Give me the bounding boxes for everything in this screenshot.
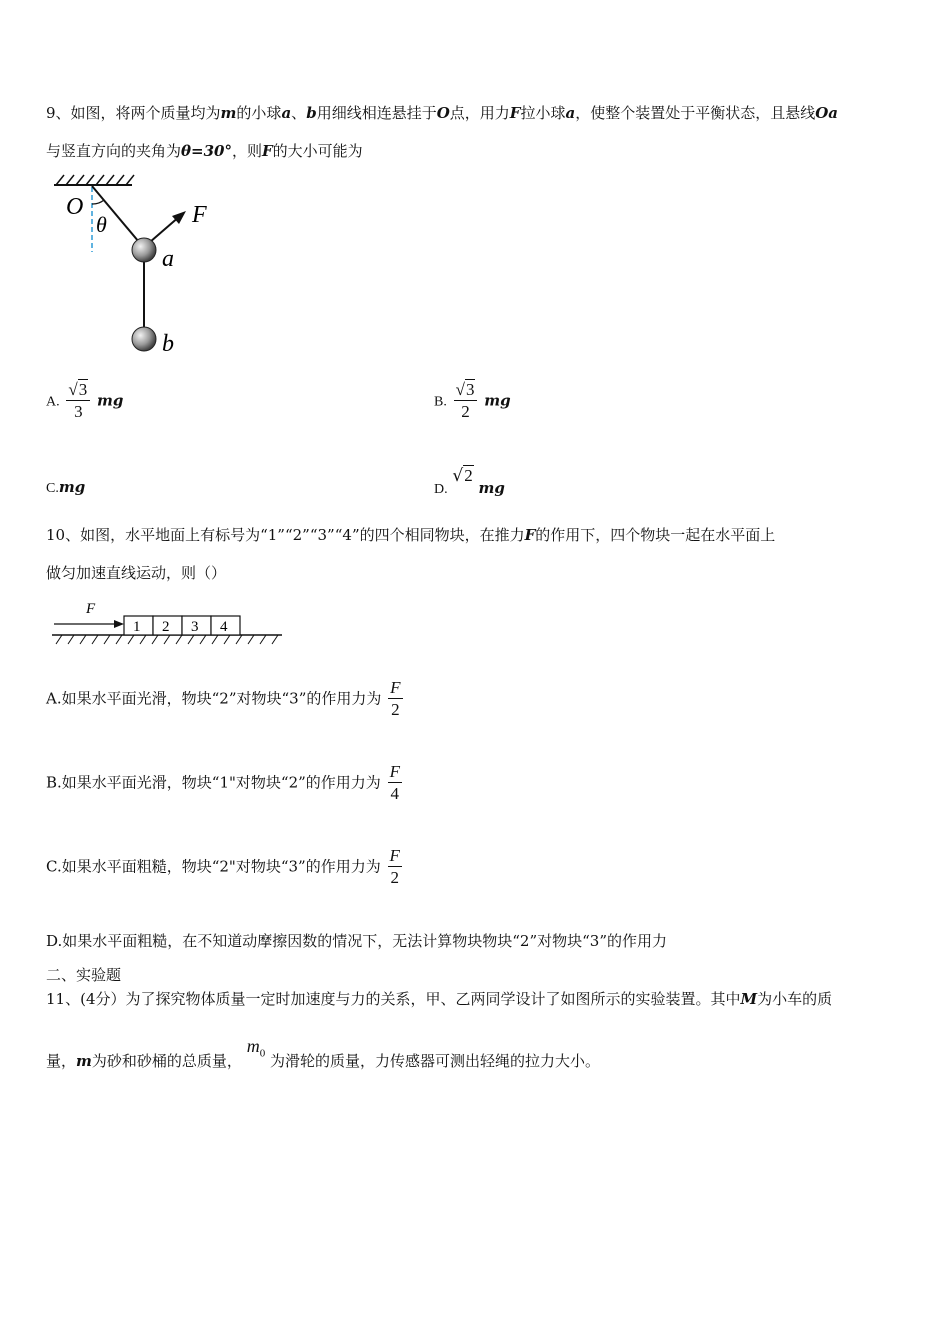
label-F: F — [86, 601, 96, 617]
q9-text: 拉小球 — [520, 104, 566, 122]
option-label: B. — [434, 394, 447, 410]
q9-stem-line2 — [46, 140, 363, 161]
var-m: m — [220, 104, 237, 122]
block-label-2: 2 — [162, 619, 170, 635]
var-F: F — [509, 104, 521, 122]
option-label: A. — [46, 394, 60, 410]
denominator: 2 — [391, 700, 400, 719]
m0-base: m — [246, 1036, 260, 1056]
ball-a — [132, 238, 156, 262]
option-mg: mg — [478, 479, 505, 497]
numerator: F — [389, 846, 400, 865]
denominator: 3 — [74, 402, 83, 421]
var-m: m — [76, 1052, 92, 1070]
fraction: $\frac{√3}{2}$ — [454, 380, 478, 423]
q11-text: 为滑轮的质量，力传感器可测出轻绳的拉力大小。 — [269, 1052, 600, 1070]
q11-stem-line2 — [46, 1036, 600, 1074]
q9-text: ，则 — [231, 142, 262, 160]
var-m0 — [247, 1036, 266, 1060]
label-F: F — [192, 202, 207, 228]
q10-text: 做匀加速直线运动，则（） — [46, 564, 227, 582]
option-mg: mg — [58, 478, 86, 496]
label-a: a — [162, 246, 174, 272]
fraction — [388, 762, 402, 805]
block-label-4: 4 — [220, 619, 228, 635]
block-label-1: 1 — [133, 619, 141, 635]
denominator: 2 — [461, 402, 470, 421]
q10-option-b[interactable] — [46, 762, 404, 805]
q10-stem-line1 — [46, 524, 775, 545]
var-a: a — [565, 104, 576, 122]
fraction — [388, 846, 402, 889]
var-O: O — [436, 104, 450, 122]
section-heading: 二、实验题 — [46, 966, 122, 984]
q11-stem-line1 — [46, 988, 832, 1009]
option-text: B.如果水平面光滑，物块“1"对物块“2”的作用力为 — [46, 773, 381, 792]
q9-option-b[interactable] — [434, 380, 511, 423]
var-F: F — [524, 526, 536, 544]
fraction — [388, 678, 402, 721]
option-label: C. — [46, 481, 59, 496]
q9-text: 用细线相连悬挂于 — [316, 104, 437, 122]
q9-text: 的大小可能为 — [272, 142, 363, 160]
numerator: F — [390, 678, 401, 697]
q11-text: 11、(4分）为了探究物体质量一定时加速度与力的关系，甲、乙两同学设计了如图所示的实验装置。其中 — [46, 990, 741, 1008]
var-a: a — [281, 104, 292, 122]
label-theta: θ — [96, 212, 107, 237]
option-label: D. — [434, 482, 448, 497]
q11-text: 量， — [46, 1052, 77, 1070]
theta-value: θ=30° — [181, 142, 232, 160]
radicand: 2 — [464, 466, 473, 485]
numerator: F — [389, 762, 400, 781]
q9-pendulum-figure — [44, 170, 244, 360]
q9-option-a[interactable] — [46, 380, 123, 423]
q10-option-c[interactable] — [46, 846, 404, 889]
q11-text: 为小车的质 — [757, 990, 833, 1008]
q9-text: 与竖直方向的夹角为 — [46, 142, 182, 160]
q9-text: 9、如图，将两个质量均为 — [46, 104, 221, 122]
sqrt: √2 — [452, 466, 473, 486]
var-b: b — [306, 104, 317, 122]
q9-text: 、 — [291, 104, 307, 122]
q9-text: ，使整个装置处于平衡状态，且悬线 — [575, 104, 816, 122]
angle-arc — [92, 200, 104, 204]
q10-blocks-figure — [50, 598, 284, 648]
section-title — [46, 964, 121, 985]
option-text: C.如果水平面粗糙，物块“2"对物块“3”的作用力为 — [46, 857, 381, 876]
q10-text: 10、如图，水平地面上有标号为“1”“2”“3”“4”的四个相同物块，在推力 — [46, 526, 525, 544]
option-mg: mg — [484, 391, 511, 410]
option-text: D.如果水平面粗糙，在不知道动摩擦因数的情况下，无法计算物块物块“2”对物块“3”的作用力 — [46, 932, 668, 950]
q9-option-d[interactable] — [434, 466, 505, 497]
q11-text: 为砂和砂桶的总质量， — [91, 1052, 242, 1070]
var-M: M — [740, 990, 758, 1008]
q10-option-a[interactable] — [46, 678, 405, 721]
option-mg: mg — [97, 391, 124, 410]
q10-stem-line2 — [46, 562, 226, 583]
option-text: A.如果水平面光滑，物块“2”对物块“3”的作用力为 — [46, 689, 382, 708]
ball-b — [132, 327, 156, 351]
q9-option-c[interactable] — [46, 478, 85, 497]
denominator: 2 — [390, 868, 399, 887]
var-F: F — [261, 142, 273, 160]
fraction: $\frac{√3}{3}$ — [66, 380, 90, 423]
m0-sub: 0 — [259, 1047, 266, 1060]
denominator: 4 — [390, 784, 400, 803]
label-b: b — [162, 331, 174, 357]
label-O: O — [66, 194, 84, 220]
q9-text: 点，用力 — [449, 104, 510, 122]
radicand: 3 — [78, 380, 88, 399]
q9-text: 的小球 — [236, 104, 282, 122]
var-Oa: Oa — [815, 104, 839, 122]
q10-text: 的作用下，四个物块一起在水平面上 — [535, 526, 776, 544]
block-label-3: 3 — [191, 619, 199, 635]
q9-stem-line1 — [46, 102, 838, 123]
radicand: 3 — [465, 380, 475, 399]
q10-option-d[interactable] — [46, 930, 667, 951]
